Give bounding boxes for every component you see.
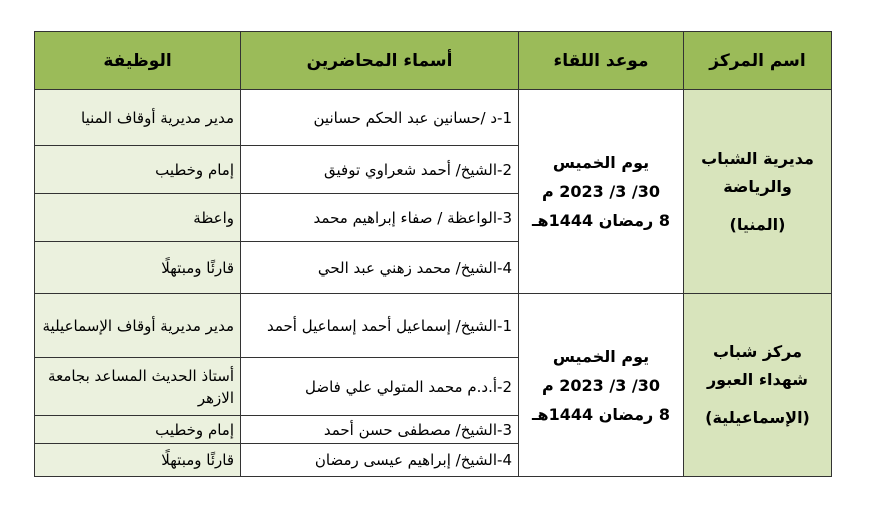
header-row (35, 32, 832, 90)
header-role: الوظيفة (35, 32, 241, 90)
header-lecturers: أسماء المحاضرين (241, 32, 519, 90)
center-line-2: شهداء العبور (706, 370, 809, 389)
lecturer-role: إمام وخطيب (35, 146, 241, 194)
date-hijri: 8 رمضان 1444هـ (532, 404, 670, 424)
date-day: يوم الخميس (552, 153, 650, 172)
lecturer-name: 1-الشيخ/ إسماعيل أحمد إسماعيل أحمد (241, 294, 519, 358)
lecturer-role: أستاذ الحديث المساعد بجامعة الازهر (35, 358, 241, 416)
center-line-3: (المنيا) (729, 214, 786, 234)
table-row (35, 90, 832, 146)
center-line-3: (الإسماعيلية) (705, 408, 810, 427)
header-center: اسم المركز (684, 32, 832, 90)
lecturer-name: 3-الشيخ/ مصطفى حسن أحمد (241, 416, 519, 444)
date-cell-minya (519, 90, 684, 294)
lecturer-role: مدير مديرية أوقاف المنيا (35, 90, 241, 146)
date-gregorian: 30/ 3/ 2023 م (541, 375, 661, 395)
table-row (35, 294, 832, 358)
lecturer-role: قارئًا ومبتهلًا (35, 242, 241, 294)
date-gregorian: 30/ 3/ 2023 م (541, 182, 661, 201)
lecturer-name: 3-الواعظة / صفاء إبراهيم محمد (241, 194, 519, 242)
lecturer-name: 4-الشيخ/ محمد زهني عبد الحي (241, 242, 519, 294)
lecturer-role: مدير مديرية أوقاف الإسماعيلية (35, 294, 241, 358)
date-cell-ismailia (519, 294, 684, 477)
center-cell-minya (684, 90, 832, 294)
date-hijri: 8 رمضان 1444هـ (532, 211, 670, 230)
lecturer-name: 2-أ.د.م محمد المتولي علي فاضل (241, 358, 519, 416)
lecturer-role: واعظة (35, 194, 241, 242)
lecturer-name: 1-د /حسانين عبد الحكم حسانين (241, 90, 519, 146)
date-day: يوم الخميس (552, 346, 650, 366)
lecturer-role: إمام وخطيب (35, 416, 241, 444)
lecturer-name: 2-الشيخ/ أحمد شعراوي توفيق (241, 146, 519, 194)
header-date: موعد اللقاء (519, 32, 684, 90)
center-cell-ismailia (684, 294, 832, 477)
schedule-table (34, 31, 832, 477)
lecturer-role: قارئًا ومبتهلًا (35, 444, 241, 477)
lecturer-name: 4-الشيخ/ إبراهيم عيسى رمضان (241, 444, 519, 477)
center-line-1: مركز شباب (712, 342, 803, 361)
center-line-2: والرياضة (723, 176, 792, 196)
center-line-1: مديرية الشباب (701, 148, 814, 168)
